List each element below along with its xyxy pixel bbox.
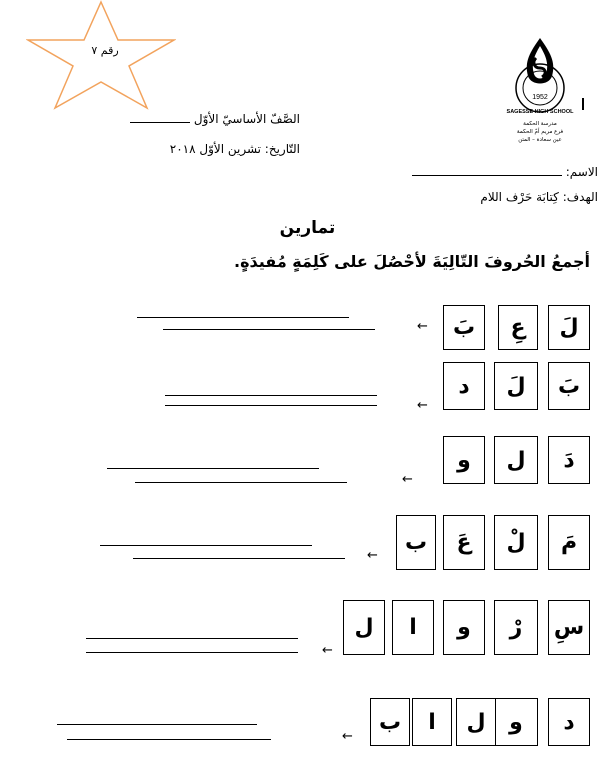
date-field: التّاريخ: تشرين الأوّل ٢٠١٨: [169, 142, 300, 156]
letter-box: ا: [412, 698, 452, 746]
answer-line[interactable]: [86, 638, 298, 639]
letter-box: لَ: [548, 305, 590, 350]
letter-box: عِ: [498, 305, 538, 350]
letter-box: د: [548, 698, 590, 746]
grade-label: الصَّفّ الأساسيّ الأوّل: [193, 112, 300, 126]
school-line: فرع مريم أمّ الحكمة: [516, 129, 564, 135]
answer-line[interactable]: [100, 545, 312, 546]
letter-box: لَ: [494, 362, 538, 410]
instruction-text: أجمعُ الحُروفَ التّالِيَةَ لأحْصُلَ على كَلِمَةٍ مُفيدَةٍ.: [234, 252, 590, 271]
school-line: مدرسة الحكمة: [523, 121, 557, 127]
arrow-icon: ←: [367, 548, 378, 563]
answer-line[interactable]: [107, 468, 319, 469]
school-line: عين سعادة – المتن: [518, 137, 562, 143]
letter-box: بَ: [443, 305, 485, 350]
logo-text: SAGESSE HIGH SCHOOL: [506, 109, 574, 115]
letter-box: ا: [392, 600, 434, 655]
letter-box: لْ: [494, 515, 538, 570]
goal-text: الهدف: كِتابَة حَرْف اللام: [480, 190, 598, 204]
letter-box: ل: [343, 600, 385, 655]
answer-line[interactable]: [165, 405, 377, 406]
letter-box: رْ: [494, 600, 538, 655]
worksheet-title: تمارين: [279, 218, 336, 238]
arrow-icon: ←: [417, 398, 428, 413]
letter-box: مَ: [548, 515, 590, 570]
letter-box: و: [443, 600, 485, 655]
letter-box: دَ: [548, 436, 590, 484]
arrow-icon: ←: [402, 472, 413, 487]
letter-box: د: [443, 362, 485, 410]
letter-box: ب: [370, 698, 410, 746]
letter-box: ل: [494, 436, 538, 484]
arrow-icon: ←: [322, 643, 333, 658]
answer-line[interactable]: [133, 558, 345, 559]
answer-line[interactable]: [165, 395, 377, 396]
arrow-icon: ←: [342, 729, 353, 744]
arrow-icon: ←: [417, 319, 428, 334]
answer-line[interactable]: [163, 329, 375, 330]
letter-box: ب: [396, 515, 436, 570]
name-label: الاسم:: [565, 165, 598, 179]
letter-box: و: [494, 698, 538, 746]
letter-box: ل: [456, 698, 496, 746]
answer-line[interactable]: [137, 317, 349, 318]
answer-line[interactable]: [67, 739, 271, 740]
worksheet-number: رقم ٧: [91, 44, 119, 57]
letter-box: سِ: [548, 600, 590, 655]
letter-box: بَ: [548, 362, 590, 410]
answer-line[interactable]: [86, 652, 298, 653]
logo-year: 1952: [532, 94, 548, 101]
answer-line[interactable]: [57, 724, 257, 725]
letter-box: و: [443, 436, 485, 484]
answer-line[interactable]: [135, 482, 347, 483]
letter-box: عَ: [443, 515, 485, 570]
